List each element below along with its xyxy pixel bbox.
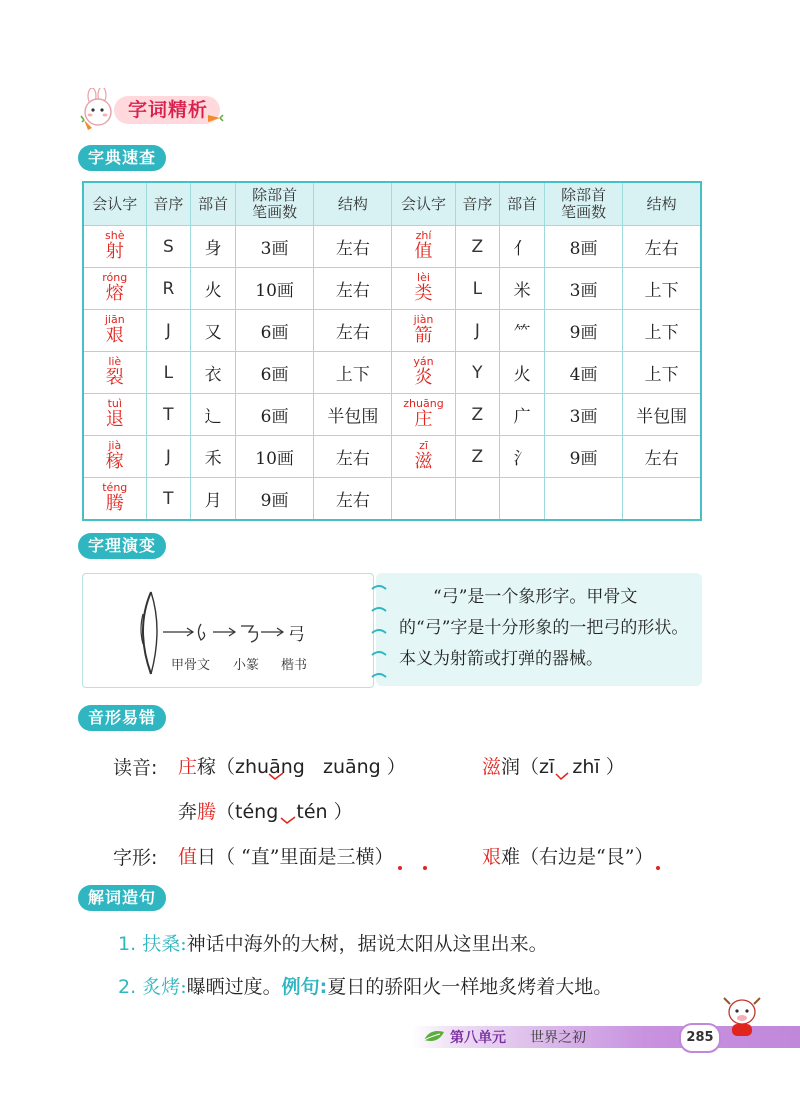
char-pinyin: jiān xyxy=(104,312,125,326)
col-header: 音序 xyxy=(146,182,191,226)
structure-cell: 上下 xyxy=(623,268,701,310)
char-pinyin: jià xyxy=(108,438,122,452)
kaishu-char: 弓 xyxy=(288,625,305,645)
char-pinyin: lèi xyxy=(417,270,430,284)
col-header: 会认字 xyxy=(392,182,455,226)
dictionary-table xyxy=(82,181,702,521)
char-cell xyxy=(83,352,146,394)
char-cell xyxy=(392,436,455,478)
char-glyph: 腾 xyxy=(105,492,124,514)
char-cell xyxy=(392,310,455,352)
char-cell xyxy=(83,310,146,352)
section-evolution-header: 字理演变 xyxy=(78,533,166,559)
col-header: 音序 xyxy=(455,182,500,226)
radical-cell: 氵 xyxy=(500,436,545,478)
strokes-cell: 9画 xyxy=(544,310,622,352)
label-seal: 小篆 xyxy=(233,658,260,673)
initial-letter-cell: Z xyxy=(455,394,500,436)
char-cell xyxy=(83,268,146,310)
col-header: 结构 xyxy=(314,182,392,226)
strokes-cell: 6画 xyxy=(235,352,313,394)
col-header: 结构 xyxy=(623,182,701,226)
char-cell xyxy=(392,352,455,394)
char-glyph: 庄 xyxy=(414,408,433,430)
emphasis-dot xyxy=(423,866,427,870)
structure-cell: 左右 xyxy=(623,226,701,268)
char-glyph: 稼 xyxy=(105,450,124,472)
char-glyph: 炎 xyxy=(414,366,433,388)
char-pinyin: yán xyxy=(413,354,434,368)
pron-item-1: 庄稼（zhuāng zuāng ） xyxy=(178,756,406,778)
page-number: 285 xyxy=(679,1023,721,1053)
radical-cell: 月 xyxy=(191,478,236,521)
initial-letter-cell: J xyxy=(146,310,191,352)
table-row xyxy=(83,394,701,436)
initial-letter-cell: L xyxy=(146,352,191,394)
char-glyph: 滋 xyxy=(414,450,433,472)
section-title: 字词精析 xyxy=(114,96,220,124)
radical-cell: 衣 xyxy=(191,352,236,394)
cow-mascot-icon xyxy=(722,994,762,1040)
empty-cell xyxy=(623,478,701,521)
word-item-2: 2. 炙烤:曝晒过度。例句:夏日的骄阳火一样地炙烤着大地。 xyxy=(118,976,613,998)
table-body xyxy=(83,226,701,521)
initial-letter-cell: T xyxy=(146,478,191,521)
char-cell xyxy=(83,436,146,478)
char-cell xyxy=(392,394,455,436)
char-pinyin: róng xyxy=(102,270,128,284)
char-pinyin: zhí xyxy=(415,228,432,242)
char-cell xyxy=(83,478,146,521)
word-item-1: 1. 扶桑:神话中海外的大树，据说太阳从这里出来。 xyxy=(118,933,548,955)
section-title-badge xyxy=(78,88,228,132)
section-errors-header: 音形易错 xyxy=(78,705,166,731)
emphasis-dot xyxy=(398,866,402,870)
check-mark-icon xyxy=(280,816,296,824)
initial-letter-cell: J xyxy=(455,310,500,352)
col-header: 除部首 笔画数 xyxy=(544,182,622,226)
strokes-cell: 10画 xyxy=(235,436,313,478)
char-cell xyxy=(392,226,455,268)
label-regular: 楷书 xyxy=(281,658,308,673)
leaf-icon xyxy=(422,1026,446,1046)
char-glyph: 退 xyxy=(105,408,124,430)
pronunciation-label: 读音: xyxy=(113,757,158,779)
footer-unit: 第八单元 xyxy=(450,1030,506,1046)
initial-letter-cell: T xyxy=(146,394,191,436)
emphasis-dot xyxy=(656,866,660,870)
strokes-cell: 3画 xyxy=(544,268,622,310)
check-mark-icon xyxy=(555,772,569,780)
structure-cell: 半包围 xyxy=(623,394,701,436)
initial-letter-cell: J xyxy=(146,436,191,478)
strokes-cell: 8画 xyxy=(544,226,622,268)
table-row xyxy=(83,268,701,310)
bow-evolution-diagram xyxy=(83,574,373,687)
char-pinyin: zī xyxy=(419,438,428,452)
char-glyph: 箭 xyxy=(414,324,433,346)
char-glyph: 艰 xyxy=(105,324,124,346)
strokes-cell: 6画 xyxy=(235,394,313,436)
pron-item-2: 滋润（zī zhī ） xyxy=(482,756,625,778)
char-glyph: 类 xyxy=(414,282,433,304)
radical-cell: 广 xyxy=(500,394,545,436)
col-header: 部首 xyxy=(500,182,545,226)
radical-cell: 火 xyxy=(500,352,545,394)
strokes-cell: 10画 xyxy=(235,268,313,310)
table-row xyxy=(83,226,701,268)
col-header: 除部首 笔画数 xyxy=(235,182,313,226)
char-cell xyxy=(83,226,146,268)
empty-cell xyxy=(455,478,500,521)
footer-title: 世界之初 xyxy=(530,1030,586,1046)
evolution-figure xyxy=(82,573,374,688)
char-glyph: 射 xyxy=(105,240,124,262)
empty-cell xyxy=(392,478,455,521)
check-mark-icon xyxy=(268,772,284,780)
radical-cell: ⺮ xyxy=(500,310,545,352)
strokes-cell: 9画 xyxy=(235,478,313,521)
radical-cell: 禾 xyxy=(191,436,236,478)
radical-cell: 米 xyxy=(500,268,545,310)
initial-letter-cell: L xyxy=(455,268,500,310)
empty-cell xyxy=(544,478,622,521)
pron-item-3: 奔腾（téng tén ） xyxy=(178,801,353,823)
char-pinyin: téng xyxy=(102,480,128,494)
table-row xyxy=(83,436,701,478)
structure-cell: 上下 xyxy=(314,352,392,394)
char-cell xyxy=(83,394,146,436)
strokes-cell: 4画 xyxy=(544,352,622,394)
form-label: 字形: xyxy=(113,847,158,869)
carrot-icon xyxy=(206,111,224,125)
radical-cell: 又 xyxy=(191,310,236,352)
strokes-cell: 3画 xyxy=(544,394,622,436)
table-row xyxy=(83,478,701,521)
radical-cell: 辶 xyxy=(191,394,236,436)
structure-cell: 上下 xyxy=(623,310,701,352)
evolution-text: “弓”是一个象形字。甲骨文的“弓”字是十分形象的一把弓的形状。本义为射箭或打弹的器械。 xyxy=(399,587,689,669)
structure-cell: 左右 xyxy=(314,268,392,310)
char-cell xyxy=(392,268,455,310)
form-item-1: 值日（ “直”里面是三横） xyxy=(178,846,394,868)
char-glyph: 熔 xyxy=(105,282,124,304)
section-words-header: 解词造句 xyxy=(78,885,166,911)
char-glyph: 裂 xyxy=(105,366,124,388)
strokes-cell: 9画 xyxy=(544,436,622,478)
structure-cell: 半包围 xyxy=(314,394,392,436)
empty-cell xyxy=(500,478,545,521)
form-item-2: 艰难（右边是“艮”） xyxy=(482,846,654,868)
section-dict-header: 字典速查 xyxy=(78,145,166,171)
char-pinyin: liè xyxy=(108,354,122,368)
structure-cell: 左右 xyxy=(314,226,392,268)
char-pinyin: jiàn xyxy=(413,312,434,326)
char-glyph: 值 xyxy=(414,240,433,262)
char-pinyin: zhuāng xyxy=(403,396,444,410)
initial-letter-cell: Y xyxy=(455,352,500,394)
initial-letter-cell: S xyxy=(146,226,191,268)
strokes-cell: 6画 xyxy=(235,310,313,352)
structure-cell: 左右 xyxy=(314,436,392,478)
char-pinyin: shè xyxy=(105,228,125,242)
strokes-cell: 3画 xyxy=(235,226,313,268)
table-row xyxy=(83,352,701,394)
radical-cell: 身 xyxy=(191,226,236,268)
binder-rings-icon xyxy=(368,581,390,681)
label-oracle: 甲骨文 xyxy=(171,658,211,673)
table-row xyxy=(83,310,701,352)
radical-cell: 亻 xyxy=(500,226,545,268)
table-header-row xyxy=(83,182,701,226)
initial-letter-cell: Z xyxy=(455,226,500,268)
col-header: 部首 xyxy=(191,182,236,226)
structure-cell: 左右 xyxy=(623,436,701,478)
structure-cell: 左右 xyxy=(314,478,392,521)
initial-letter-cell: Z xyxy=(455,436,500,478)
char-pinyin: tuì xyxy=(107,396,122,410)
structure-cell: 左右 xyxy=(314,310,392,352)
col-header: 会认字 xyxy=(83,182,146,226)
initial-letter-cell: R xyxy=(146,268,191,310)
structure-cell: 上下 xyxy=(623,352,701,394)
radical-cell: 火 xyxy=(191,268,236,310)
